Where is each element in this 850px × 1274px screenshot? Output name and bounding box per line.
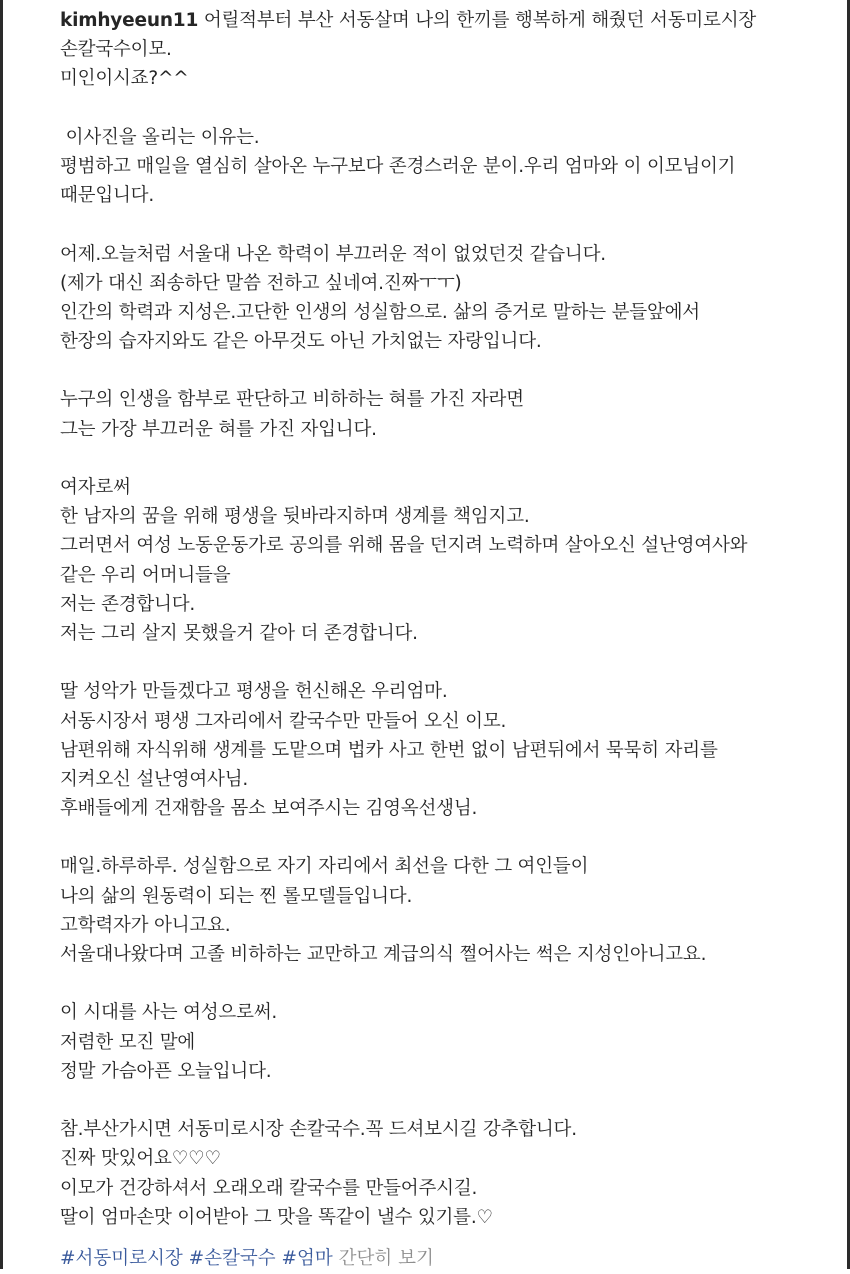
post-caption [60,6,820,1274]
blank-line [60,969,820,998]
left-frame-border [0,0,3,1269]
blank-line [60,444,820,473]
caption-line: 그러면서 여성 노동운동가로 공의를 위해 몸을 던지려 노력하며 살아오신 설난영여사와 [60,535,748,557]
caption-line: 평범하고 매일을 열심히 살아온 누구보다 존경스러운 분이.우리 엄마와 이 이모님이기 [60,155,736,177]
show-less-button[interactable]: 간단히 보기 [338,1247,434,1269]
caption-line: 남편위해 자식위해 생계를 도맡으며 법카 사고 한번 없이 남편뒤에서 묵묵히 자리를 [60,739,718,761]
caption-line: 이사진을 올리는 이유는. [60,126,260,148]
caption-line: 나의 삶의 원동력이 되는 찐 롤모델들입니다. [60,885,413,907]
blank-line [60,210,820,239]
caption-line: 미인이시죠?^^ [60,68,189,90]
caption-line: 저는 그리 살지 못했을거 같아 더 존경합니다. [60,622,418,644]
blank-line [60,648,820,677]
hashtags-row [60,1244,820,1274]
caption-line: 저렴한 모진 말에 [60,1031,196,1053]
caption-line: 딸이 엄마손맛 이어받아 그 맛을 똑같이 낼수 있기를.♡ [60,1206,493,1228]
caption-line: 때문입니다. [60,185,155,207]
caption-line: 정말 가슴아픈 오늘입니다. [60,1060,272,1082]
hashtag-link[interactable]: #서동미로시장 [60,1247,183,1269]
caption-body [60,35,820,1232]
caption-line: 서동시장서 평생 그자리에서 칼국수만 만들어 오신 이모. [60,710,507,732]
caption-first-line [60,6,820,35]
caption-line: 그는 가장 부끄러운 혀를 가진 자입니다. [60,418,377,440]
caption-line: 진짜 맛있어요♡♡♡ [60,1148,221,1170]
caption-line: 한장의 습자지와도 같은 아무것도 아닌 가치없는 자랑입니다. [60,331,542,353]
caption-line: 후배들에게 건재함을 몸소 보여주시는 김영옥선생님. [60,798,478,820]
blank-line [60,823,820,852]
caption-line: 참.부산가시면 서동미로시장 손칼국수.꼭 드셔보시길 강추합니다. [60,1119,577,1141]
blank-line [60,1086,820,1115]
caption-line: 이모가 건강하셔서 오래오래 칼국수를 만들어주시길. [60,1177,478,1199]
caption-line: 같은 우리 어머니들을 [60,564,231,586]
caption-line: 손칼국수이모. [60,39,172,61]
caption-line: (제가 대신 죄송하단 말씀 전하고 싶네여.진짜ㅜㅜ) [60,272,462,294]
username-link[interactable]: kimhyeeun11 [60,10,199,31]
caption-line: 이 시대를 사는 여성으로써. [60,1002,278,1024]
caption-line: 딸 성악가 만들겠다고 평생을 헌신해온 우리엄마. [60,681,448,703]
blank-line [60,356,820,385]
caption-line: 한 남자의 꿈을 위해 평생을 뒷바라지하며 생계를 책임지고. [60,506,530,528]
caption-line: 서울대나왔다며 고졸 비하하는 교만하고 계급의식 쩔어사는 썩은 지성인아니고요. [60,944,707,965]
caption-first-line-text: 어릴적부터 부산 서동살며 나의 한끼를 행복하게 해줬던 서동미로시장 [198,10,757,31]
blank-line [60,94,820,123]
caption-line: 여자로써 [60,477,131,498]
caption-line: 어제.오늘처럼 서울대 나온 학력이 부끄러운 적이 없었던것 같습니다. [60,243,606,265]
caption-line: 인간의 학력과 지성은.고단한 인생의 성실함으로. 삶의 증거로 말하는 분들앞에서 [60,301,700,323]
caption-line: 고학력자가 아니고요. [60,914,231,936]
caption-line: 매일.하루하루. 성실함으로 자기 자리에서 최선을 다한 그 여인들이 [60,856,589,878]
hashtag-link[interactable]: #엄마 [281,1247,333,1269]
caption-line: 저는 존경합니다. [60,593,196,615]
caption-line: 지켜오신 설난영여사님. [60,768,249,790]
caption-line: 누구의 인생을 함부로 판단하고 비하하는 혀를 가진 자라면 [60,389,524,411]
hashtag-link[interactable]: #손칼국수 [188,1247,276,1269]
